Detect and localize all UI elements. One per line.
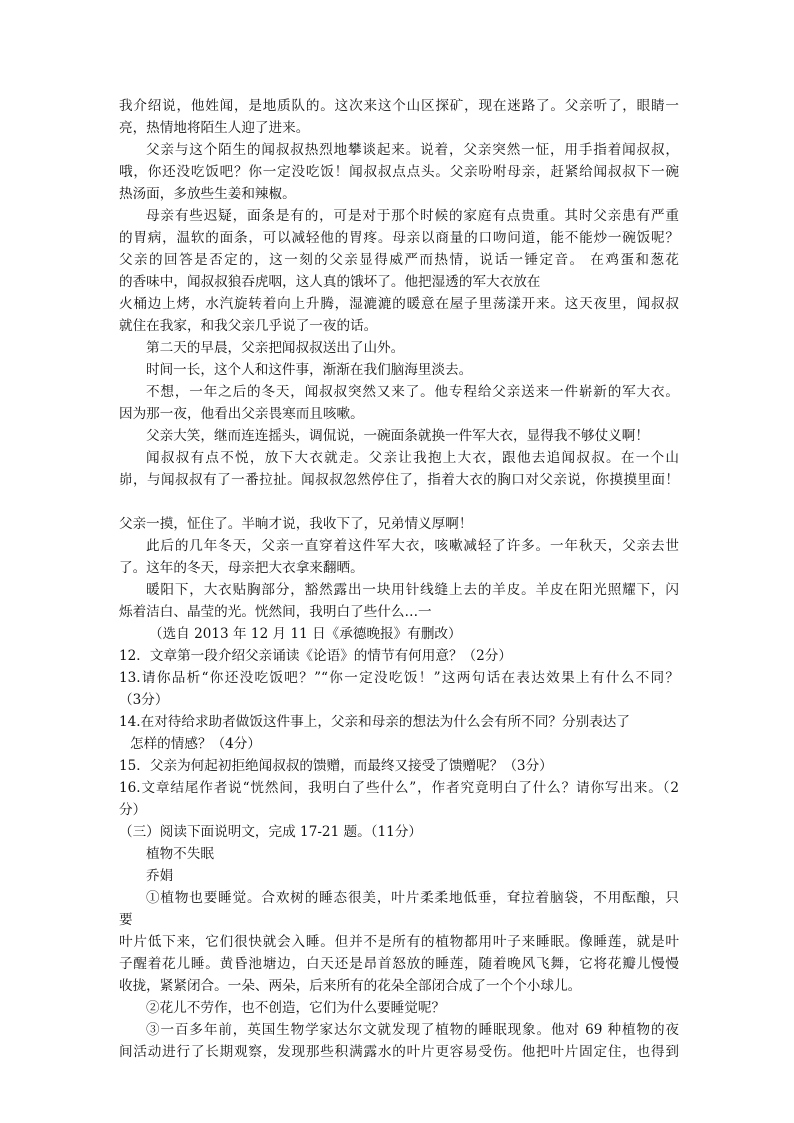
article-title: 植物不失眠 — [146, 846, 214, 862]
question-14-cont: 怎样的情感？（4分） — [130, 736, 261, 752]
article-author: 乔娟 — [146, 868, 174, 884]
text-line: 峁，与闻叔叔有了一番拉扯。闻叔叔忽然停住了，指着大衣的胸口对父亲说，你摸摸里面！ — [119, 472, 679, 488]
text-line: 此后的几年冬天，父亲一直穿着这件军大衣，咳嗽减轻了许多。一年秋天，父亲去世 — [146, 538, 679, 554]
text-line: 亮，热情地将陌生人迎了进来。 — [119, 120, 310, 136]
question-16-score: 分） — [119, 802, 147, 818]
text-line: 暖阳下，大衣贴胸部分，豁然露出一块用针线缝上去的羊皮。羊皮在阳光照耀下，闪 — [146, 582, 679, 598]
text-line: 不想，一年之后的冬天，闻叔叔突然又来了。他专程给父亲送来一件崭新的军大衣。 — [146, 384, 679, 400]
text-line: 闻叔叔有点不悦，放下大衣就走。父亲让我抱上大衣，跟他去追闻叔叔。在一个山 — [146, 450, 679, 466]
text-line: 的胃病，温软的面条，可以减轻他的胃疼。母亲以商量的口吻问道，能不能炒一碗饭呢？ — [119, 230, 679, 246]
text-line: 哦，你还没吃饭吧？你一定没吃饭！闻叔叔点点头。父亲吩咐母亲，赶紧给闻叔叔下一碗 — [119, 164, 679, 180]
source-citation: （选自 2013 年 12 月 11 日《承德晚报》有删改） — [149, 626, 462, 642]
text-line: 间活动进行了长期观察，发现那些积满露水的叶片更容易受伤。他把叶片固定住，也得到 — [119, 1044, 679, 1060]
text-line: 父亲大笑，继而连连摇头，调侃说，一碗面条就换一件军大衣，显得我不够仗义啊！ — [146, 428, 649, 444]
text-line: 要 — [119, 912, 133, 928]
text-line: 的香味中，闻叔叔狼吞虎咽，这人真的饿坏了。他把湿透的军大衣放在 — [119, 274, 541, 290]
question-13-score: （3分） — [119, 692, 169, 708]
question-15: 15．父亲为何起初拒绝闻叔叔的馈赠，而最终又接受了馈赠呢？（3分） — [119, 758, 553, 774]
text-line: 了。这年的冬天，母亲把大衣拿来翻晒。 — [119, 560, 364, 576]
text-line: 第二天的早晨，父亲把闻叔叔送出了山外。 — [146, 340, 405, 356]
question-12: 12．文章第一段介绍父亲诵读《论语》的情节有何用意？（2分） — [119, 648, 512, 664]
question-16: 16.文章结尾作者说“恍然间，我明白了些什么”，作者究竟明白了什么？请你写出来。（2 — [119, 780, 679, 796]
text-line: 烁着洁白、晶莹的光。恍然间，我明白了些什么…一 — [119, 604, 432, 620]
text-line: 叶片低下来，它们很快就会入睡。但并不是所有的植物都用叶子来睡眠。像睡莲，就是叶 — [119, 934, 679, 950]
text-line: 热汤面，多放些生姜和辣椒。 — [119, 186, 296, 202]
section-heading: （三）阅读下面说明文，完成 17-21 题。（11分） — [119, 824, 423, 840]
text-line: 父亲的回答是否定的，这一刻的父亲显得威严而热情，说话一锤定音。 在鸡蛋和葱花 — [119, 252, 679, 268]
text-line: 因为那一夜，他看出父亲畏寒而且咳嗽。 — [119, 406, 364, 422]
text-line: 母亲有些迟疑，面条是有的，可是对于那个时候的家庭有点贵重。其时父亲患有严重 — [146, 208, 679, 224]
text-line: ①植物也要睡觉。合欢树的睡态很美，叶片柔柔地低垂，耷拉着脑袋，不用酝酿，只 — [146, 890, 679, 906]
text-line: 火桶边上烤，水汽旋转着向上升腾，湿漉漉的暖意在屋子里荡漾开来。这天夜里，闻叔叔 — [119, 296, 679, 312]
text-line: 父亲一摸，怔住了。半晌才说，我收下了，兄弟情义厚啊！ — [119, 516, 473, 532]
text-line: 收拢，紧紧闭合。一朵、两朵，后来所有的花朵全部闭合成了一个个小球儿。 — [119, 978, 582, 994]
text-line: ②花儿不劳作，也不创造，它们为什么要睡觉呢？ — [146, 1000, 446, 1016]
question-13: 13.请你品析“你还没吃饭吧？”“你一定没吃饭！”这两句话在表达效果上有什么不同？ — [119, 670, 679, 686]
text-line: ③一百多年前，英国生物学家达尔文就发现了植物的睡眠现象。他对 69 种植物的夜 — [146, 1022, 679, 1038]
text-line: 父亲与这个陌生的闻叔叔热烈地攀谈起来。说着，父亲突然一怔，用手指着闻叔叔， — [146, 142, 679, 158]
text-line: 子醒着花儿睡。黄昏池塘边，白天还是昂首怒放的睡莲，随着晚风飞舞，它将花瓣儿慢慢 — [119, 956, 679, 972]
text-line: 时间一长，这个人和这件事，渐渐在我们脑海里淡去。 — [146, 362, 473, 378]
text-line: 我介绍说，他姓闻，是地质队的。这次来这个山区探矿，现在迷路了。父亲听了，眼睛一 — [119, 98, 679, 114]
text-line: 就住在我家，和我父亲几乎说了一夜的话。 — [119, 318, 378, 334]
question-14: 14.在对待给求助者做饭这件事上，父亲和母亲的想法为什么会有所不同？分别表达了 — [119, 714, 630, 730]
